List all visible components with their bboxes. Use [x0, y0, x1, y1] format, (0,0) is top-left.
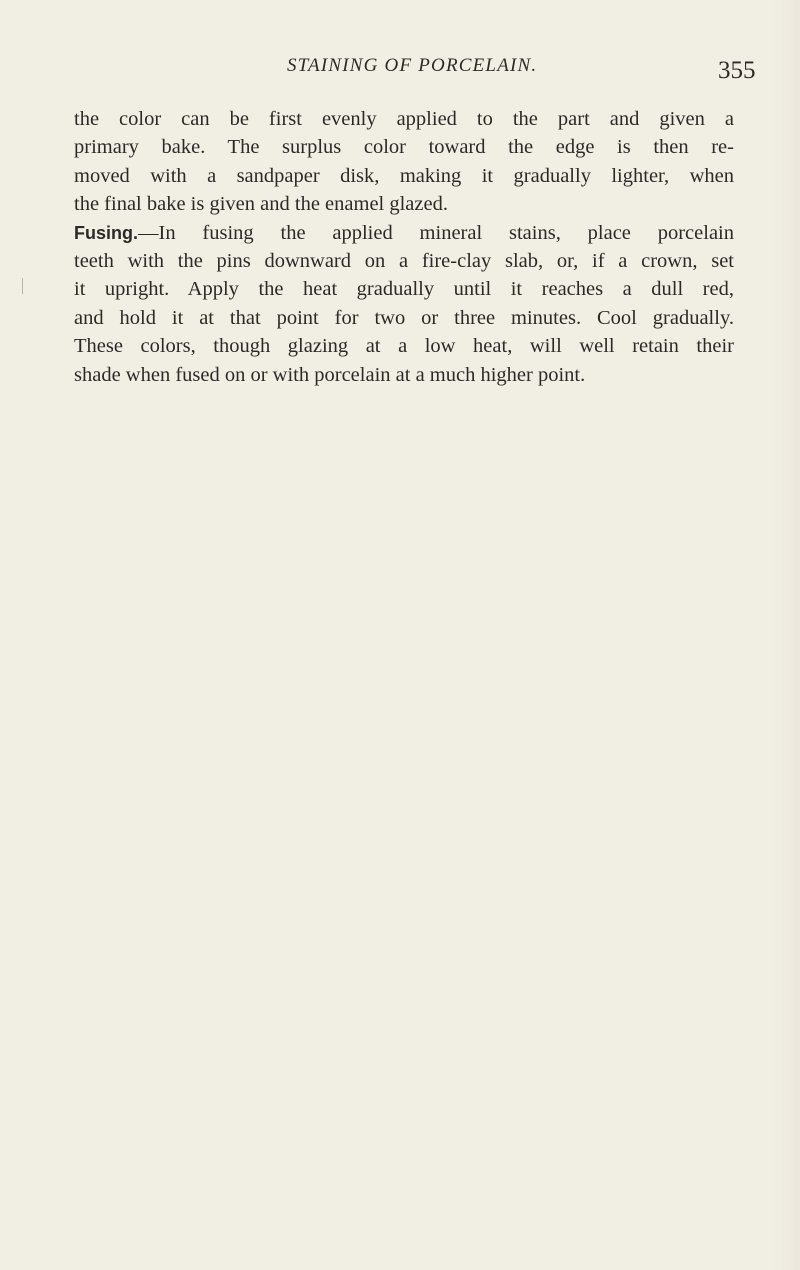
fusing-heading: Fusing.	[74, 222, 138, 243]
text-line: the final bake is given and the enamel glazed.	[74, 193, 448, 216]
text-line: and hold it at that point for two or three minutes. Cool gradually.	[74, 306, 734, 329]
text-line: shade when fused on or with porcelain at a much higher point.	[74, 363, 586, 386]
page-edge-shading	[770, 0, 800, 1270]
text-line: moved with a sandpaper disk, making it gradually lighter, when	[74, 164, 734, 187]
text-line: teeth with the pins downward on a fire-clay slab, or, if a crown, set	[74, 250, 734, 273]
fusing-paragraph-first-line	[74, 219, 734, 247]
page-number: 355	[718, 57, 756, 84]
margin-mark	[22, 278, 23, 294]
text-line: the color can be first evenly applied to the part and given a	[74, 108, 734, 130]
fusing-first-line-text: —In fusing the applied mineral stains, place porcelain	[138, 221, 734, 244]
text-line: it upright. Apply the heat gradually until it reaches a dull red,	[74, 278, 734, 301]
text-line: These colors, though glazing at a low heat, will well retain their	[74, 335, 734, 358]
text-line: primary bake. The surplus color toward the edge is then re-	[74, 136, 734, 159]
running-head: STAINING OF PORCELAIN.	[287, 55, 538, 76]
body-text	[74, 105, 734, 389]
